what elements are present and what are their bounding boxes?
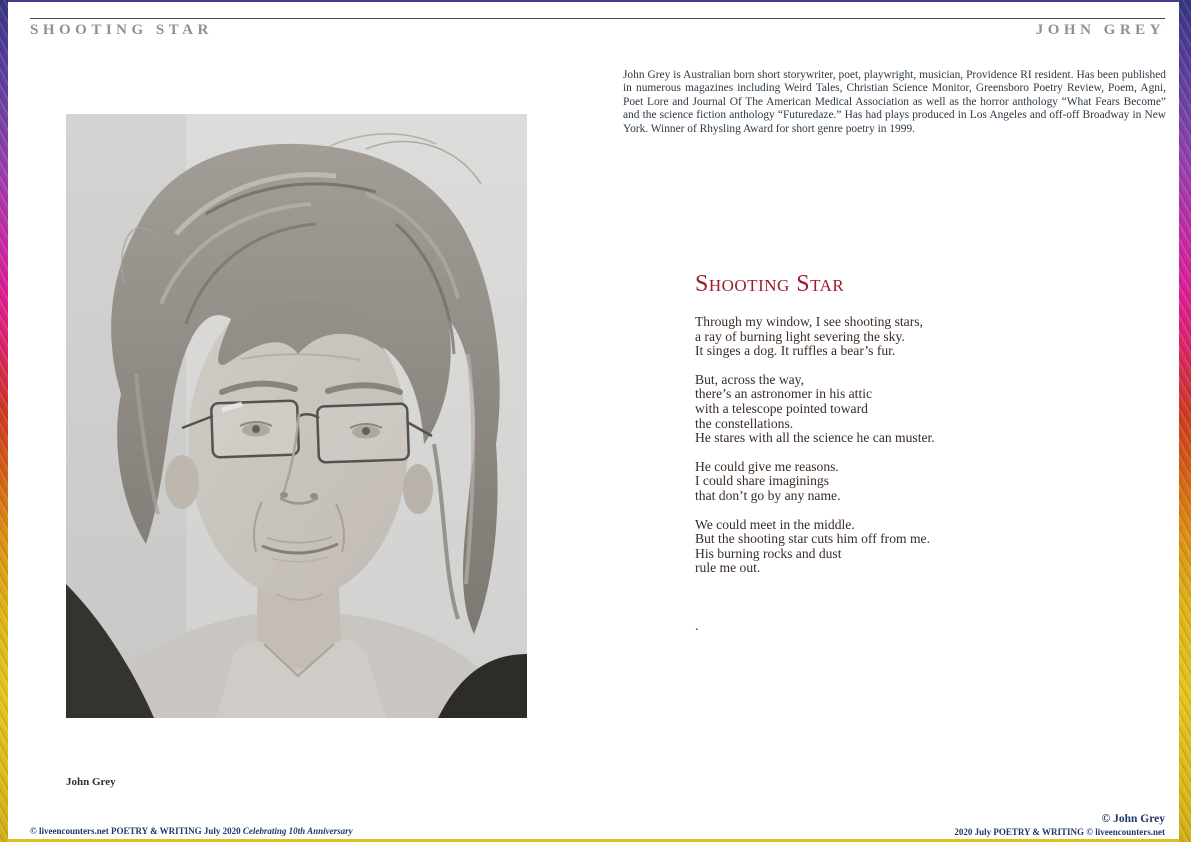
header-title-author: JOHN GREY: [1035, 22, 1165, 38]
author-bio: John Grey is Australian born short storywriter, poet, playwright, musician, Providence RI resident. Has been published in numerous magazines including Weird Tales, Christian Science Monitor, Greensboro Poetry Review, Poem, Agni, Poet Lore and Journal Of The American Medical Association as well as the horror anthology “What Fears Become” and the science fiction anthology “Futuredaze.” Has had plays produced in Los Angeles and off-off Broadway in New York. Winner of Rhysling Award for short genre poetry in 1999.: [623, 69, 1166, 135]
poem-line: But the shooting star cuts him off from me.: [695, 531, 930, 547]
poem-line: that don’t go by any name.: [695, 487, 841, 503]
poem-stanza: [695, 315, 1135, 359]
footer-copyright-left: [30, 826, 353, 836]
trailing-period: .: [695, 617, 699, 633]
author-copyright: © John Grey: [1101, 813, 1165, 825]
poem-line: His burning rocks and dust: [695, 545, 842, 561]
john-grey-photo: [66, 114, 527, 718]
poem-line: We could meet in the middle.: [695, 516, 855, 532]
decorative-border-left: [0, 0, 8, 842]
poem-line: the constellations.: [695, 415, 794, 431]
poem-section: [695, 271, 1135, 634]
poem-line: Through my window, I see shooting stars,: [695, 314, 923, 329]
poem-line: It singes a dog. It ruffles a bear’s fur.: [695, 343, 896, 359]
footer-left-text: © liveencounters.net POETRY & WRITING July 2020: [30, 826, 243, 836]
poem-line: with a telescope pointed toward: [695, 400, 868, 416]
poem-line: But, across the way,: [695, 371, 804, 387]
poem-stanza: [695, 373, 1135, 446]
footer-left-anniversary: Celebrating 10th Anniversary: [242, 826, 353, 836]
publication-copyright: 2020 July POETRY & WRITING © liveencounters.net: [954, 827, 1165, 837]
header-rule: [30, 18, 1165, 19]
poem-line: He stares with all the science he can muster.: [695, 430, 935, 446]
poem-line: I could share imaginings: [695, 473, 830, 489]
footer-copyright-right: [954, 813, 1165, 838]
portrait-illustration: [66, 114, 527, 718]
decorative-border-right: [1179, 0, 1191, 842]
poem-line: there’s an astronomer in his attic: [695, 386, 873, 402]
header-title-poem: SHOOTING STAR: [30, 22, 213, 38]
poem-line: He could give me reasons.: [695, 458, 839, 474]
decorative-border-top: [8, 0, 1179, 2]
poem-line: rule me out.: [695, 560, 761, 576]
poem-line: a ray of burning light severing the sky.: [695, 328, 905, 344]
poem-title: Shooting Star: [695, 271, 845, 297]
poem-stanza: [695, 518, 1135, 576]
poem-stanza: [695, 460, 1135, 504]
photo-caption: John Grey: [66, 776, 116, 788]
